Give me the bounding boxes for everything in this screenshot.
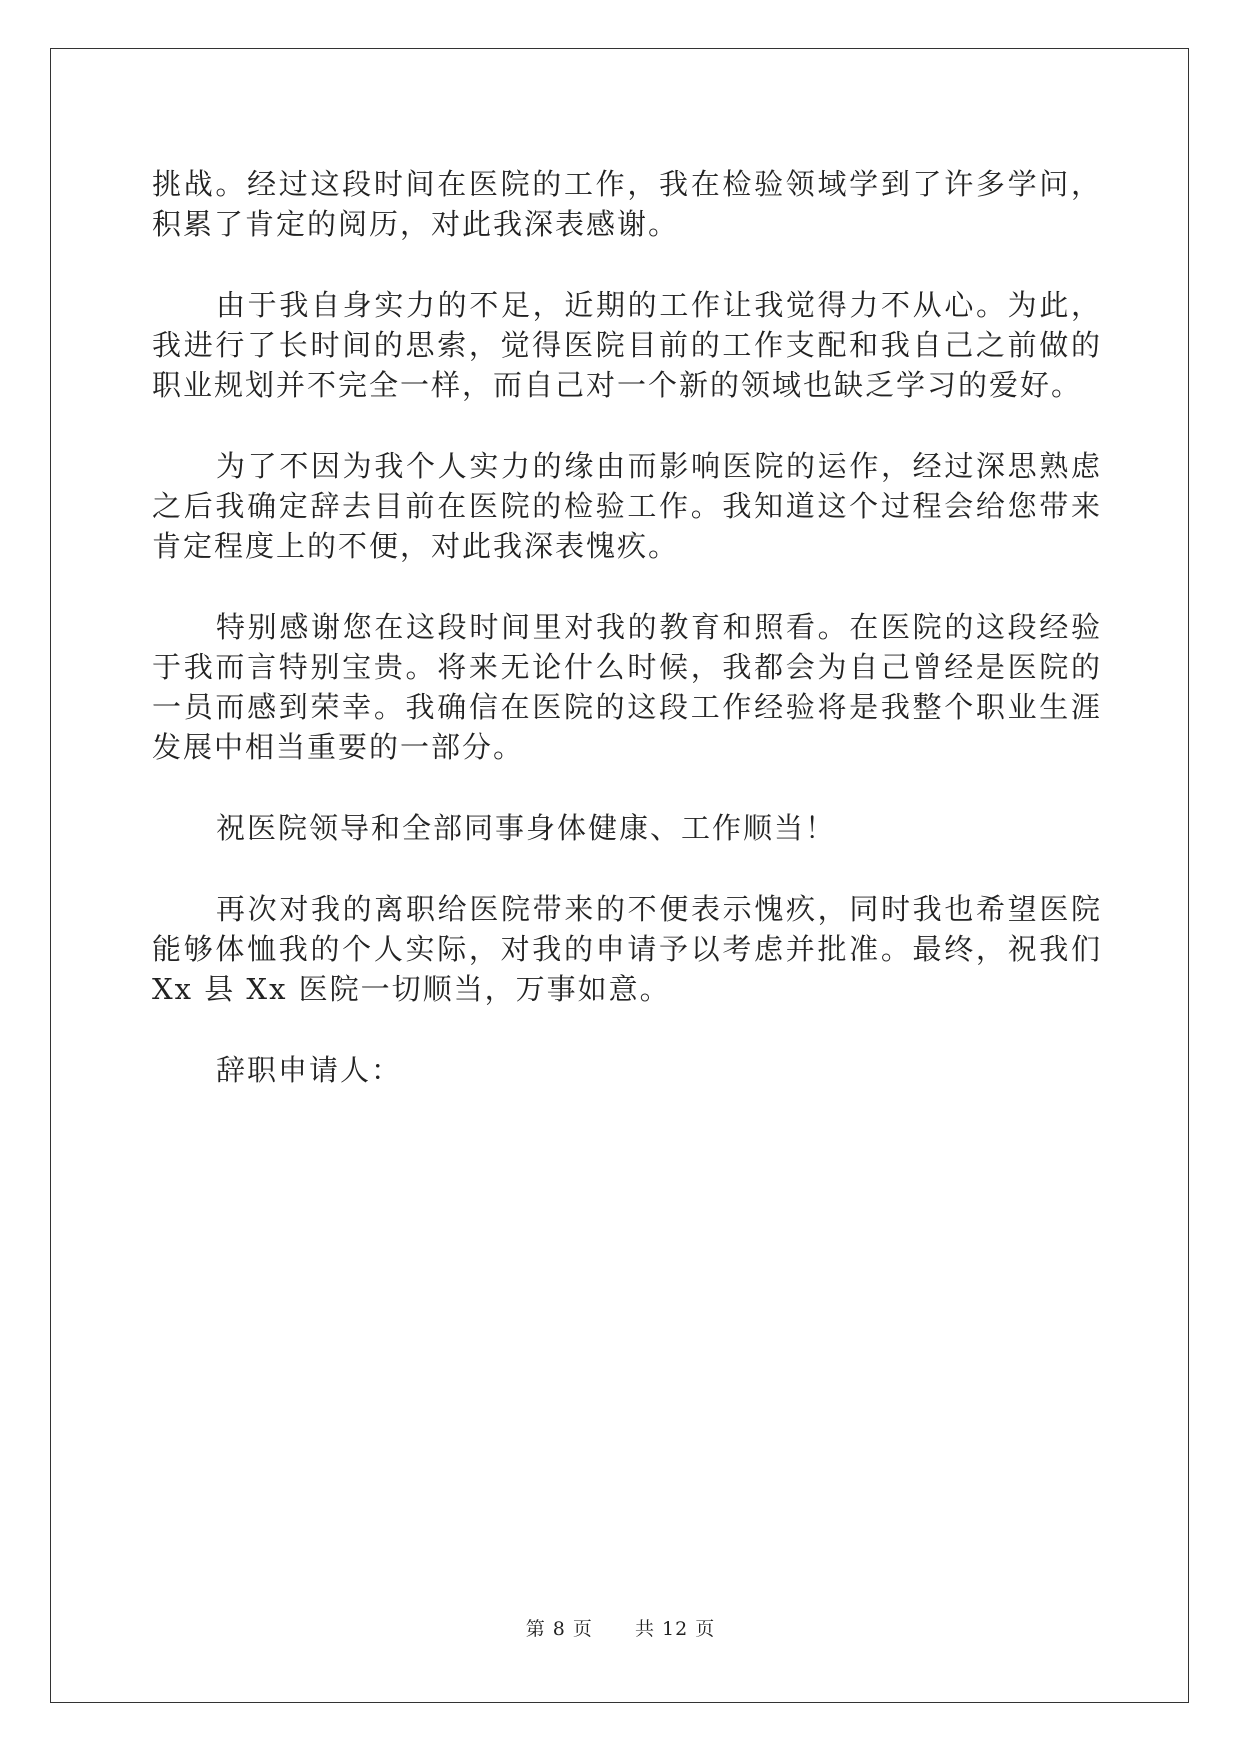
page-footer — [0, 1614, 1241, 1641]
page-number: 第 8 页 — [525, 1618, 593, 1640]
paragraph-4: 特别感谢您在这段时间里对我的教育和照看。在医院的这段经验于我而言特别宝贵。将来无论什么时候，我都会为自己曾经是医院的一员而感到荣幸。我确信在医院的这段工作经验将是我整个职业生涯发展中相当重要的一部分。 — [152, 610, 1102, 764]
paragraph-5: 祝医院领导和全部同事身体健康、工作顺当！ — [216, 811, 837, 845]
signature-label: 辞职申请人： — [216, 1053, 403, 1087]
paragraph-6: 再次对我的离职给医院带来的不便表示愧疚，同时我也希望医院能够体恤我的个人实际，对我的申请予以考虑并批准。最终，祝我们 Xx 县 Xx 医院一切顺当，万事如意。 — [152, 892, 1102, 1006]
page-total: 共 12 页 — [635, 1618, 716, 1640]
document-body — [152, 164, 1102, 1131]
paragraph-2: 由于我自身实力的不足，近期的工作让我觉得力不从心。为此，我进行了长时间的思索，觉得医院目前的工作支配和我自己之前做的职业规划并不完全一样，而自己对一个新的领域也缺乏学习的爱好。 — [152, 288, 1102, 402]
paragraph-3: 为了不因为我个人实力的缘由而影响医院的运作，经过深思熟虑之后我确定辞去目前在医院的检验工作。我知道这个过程会给您带来肯定程度上的不便，对此我深表愧疚。 — [152, 449, 1102, 563]
paragraph-1: 挑战。经过这段时间在医院的工作，我在检验领域学到了许多学问，积累了肯定的阅历，对此我深表感谢。 — [152, 167, 1102, 241]
